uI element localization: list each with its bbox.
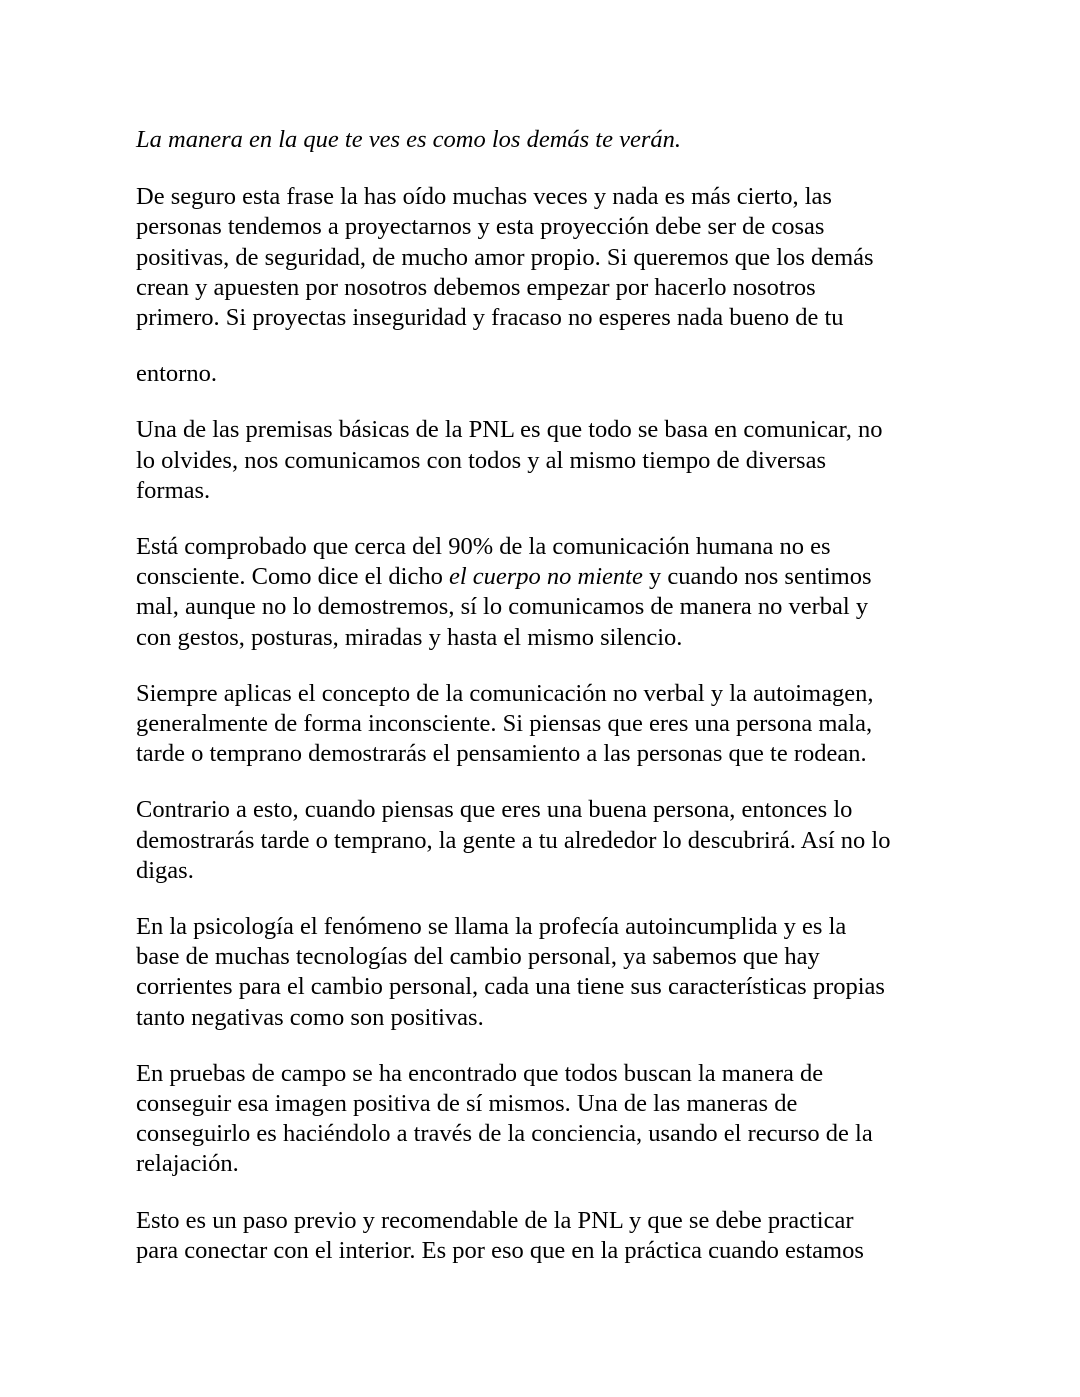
paragraph-line: entorno. [136,360,217,388]
text-run: y cuando nos sentimos [642,563,872,591]
paragraph-line: Una de las premisas básicas de la PNL es que todo se basa en comunicar, no [136,416,883,444]
paragraph-7 [136,1059,956,1180]
paragraph-line: conseguir esa imagen positiva de sí mismos. Una de las maneras de [136,1090,798,1118]
paragraph-line: De seguro esta frase la has oído muchas veces y nada es más cierto, las [136,183,832,211]
paragraph-line: digas. [136,856,194,884]
paragraph-line: Contrario a esto, cuando piensas que eres una buena persona, entonces lo [136,796,853,824]
paragraph-line: Está comprobado que cerca del 90% de la comunicación humana no es [136,533,831,561]
paragraph-line: relajación. [136,1150,239,1178]
paragraph-line: lo olvides, nos comunicamos con todos y al mismo tiempo de diversas [136,446,826,474]
paragraph-line: En la psicología el fenómeno se llama la profecía autoincumplida y es la [136,913,847,941]
paragraph-line: Siempre aplicas el concepto de la comunicación no verbal y la autoimagen, [136,679,874,707]
paragraph-line: con gestos, posturas, miradas y hasta el mismo silencio. [136,623,683,651]
paragraph-4 [136,679,956,770]
paragraph-line: generalmente de forma inconsciente. Si piensas que eres una persona mala, [136,710,873,738]
paragraph-1-tail [136,359,956,389]
epigraph [136,125,956,155]
paragraph-line: base de muchas tecnologías del cambio personal, ya sabemos que hay [136,943,820,971]
paragraph-line: tanto negativas como son positivas. [136,1003,484,1031]
paragraph-6 [136,912,956,1033]
paragraph-line: Esto es un paso previo y recomendable de la PNL y que se debe practicar [136,1206,854,1234]
paragraph-line: primero. Si proyectas inseguridad y fracaso no esperes nada bueno de tu [136,304,844,332]
paragraph-line: conseguirlo es haciéndolo a través de la conciencia, usando el recurso de la [136,1120,873,1148]
paragraph-line: mal, aunque no lo demostremos, sí lo comunicamos de manera no verbal y [136,593,869,621]
paragraph-line: demostrarás tarde o temprano, la gente a tu alrededor lo descubrirá. Así no lo [136,826,891,854]
paragraph-line: personas tendemos a proyectarnos y esta proyección debe ser de cosas [136,213,825,241]
paragraph-line: para conectar con el interior. Es por eso que en la práctica cuando estamos [136,1236,864,1264]
paragraph-line: corrientes para el cambio personal, cada una tiene sus características propias [136,973,885,1001]
paragraph-2 [136,415,956,506]
paragraph-3 [136,532,956,653]
epigraph-text: La manera en la que te ves es como los demás te verán. [136,126,682,153]
paragraph-line [136,562,956,592]
paragraph-8 [136,1206,956,1266]
emphasis-text: el cuerpo no miente [448,563,643,591]
paragraph-1 [136,182,956,333]
paragraph-line: En pruebas de campo se ha encontrado que todos buscan la manera de [136,1059,824,1087]
paragraph-5 [136,795,956,886]
paragraph-line: crean y apuesten por nosotros debemos empezar por hacerlo nosotros [136,273,816,301]
paragraph-line: tarde o temprano demostrarás el pensamiento a las personas que te rodean. [136,740,867,768]
text-run: consciente. Como dice el dicho [136,563,449,591]
document-page [136,125,956,1292]
paragraph-line: positivas, de seguridad, de mucho amor propio. Si queremos que los demás [136,243,874,271]
paragraph-line: formas. [136,476,211,504]
